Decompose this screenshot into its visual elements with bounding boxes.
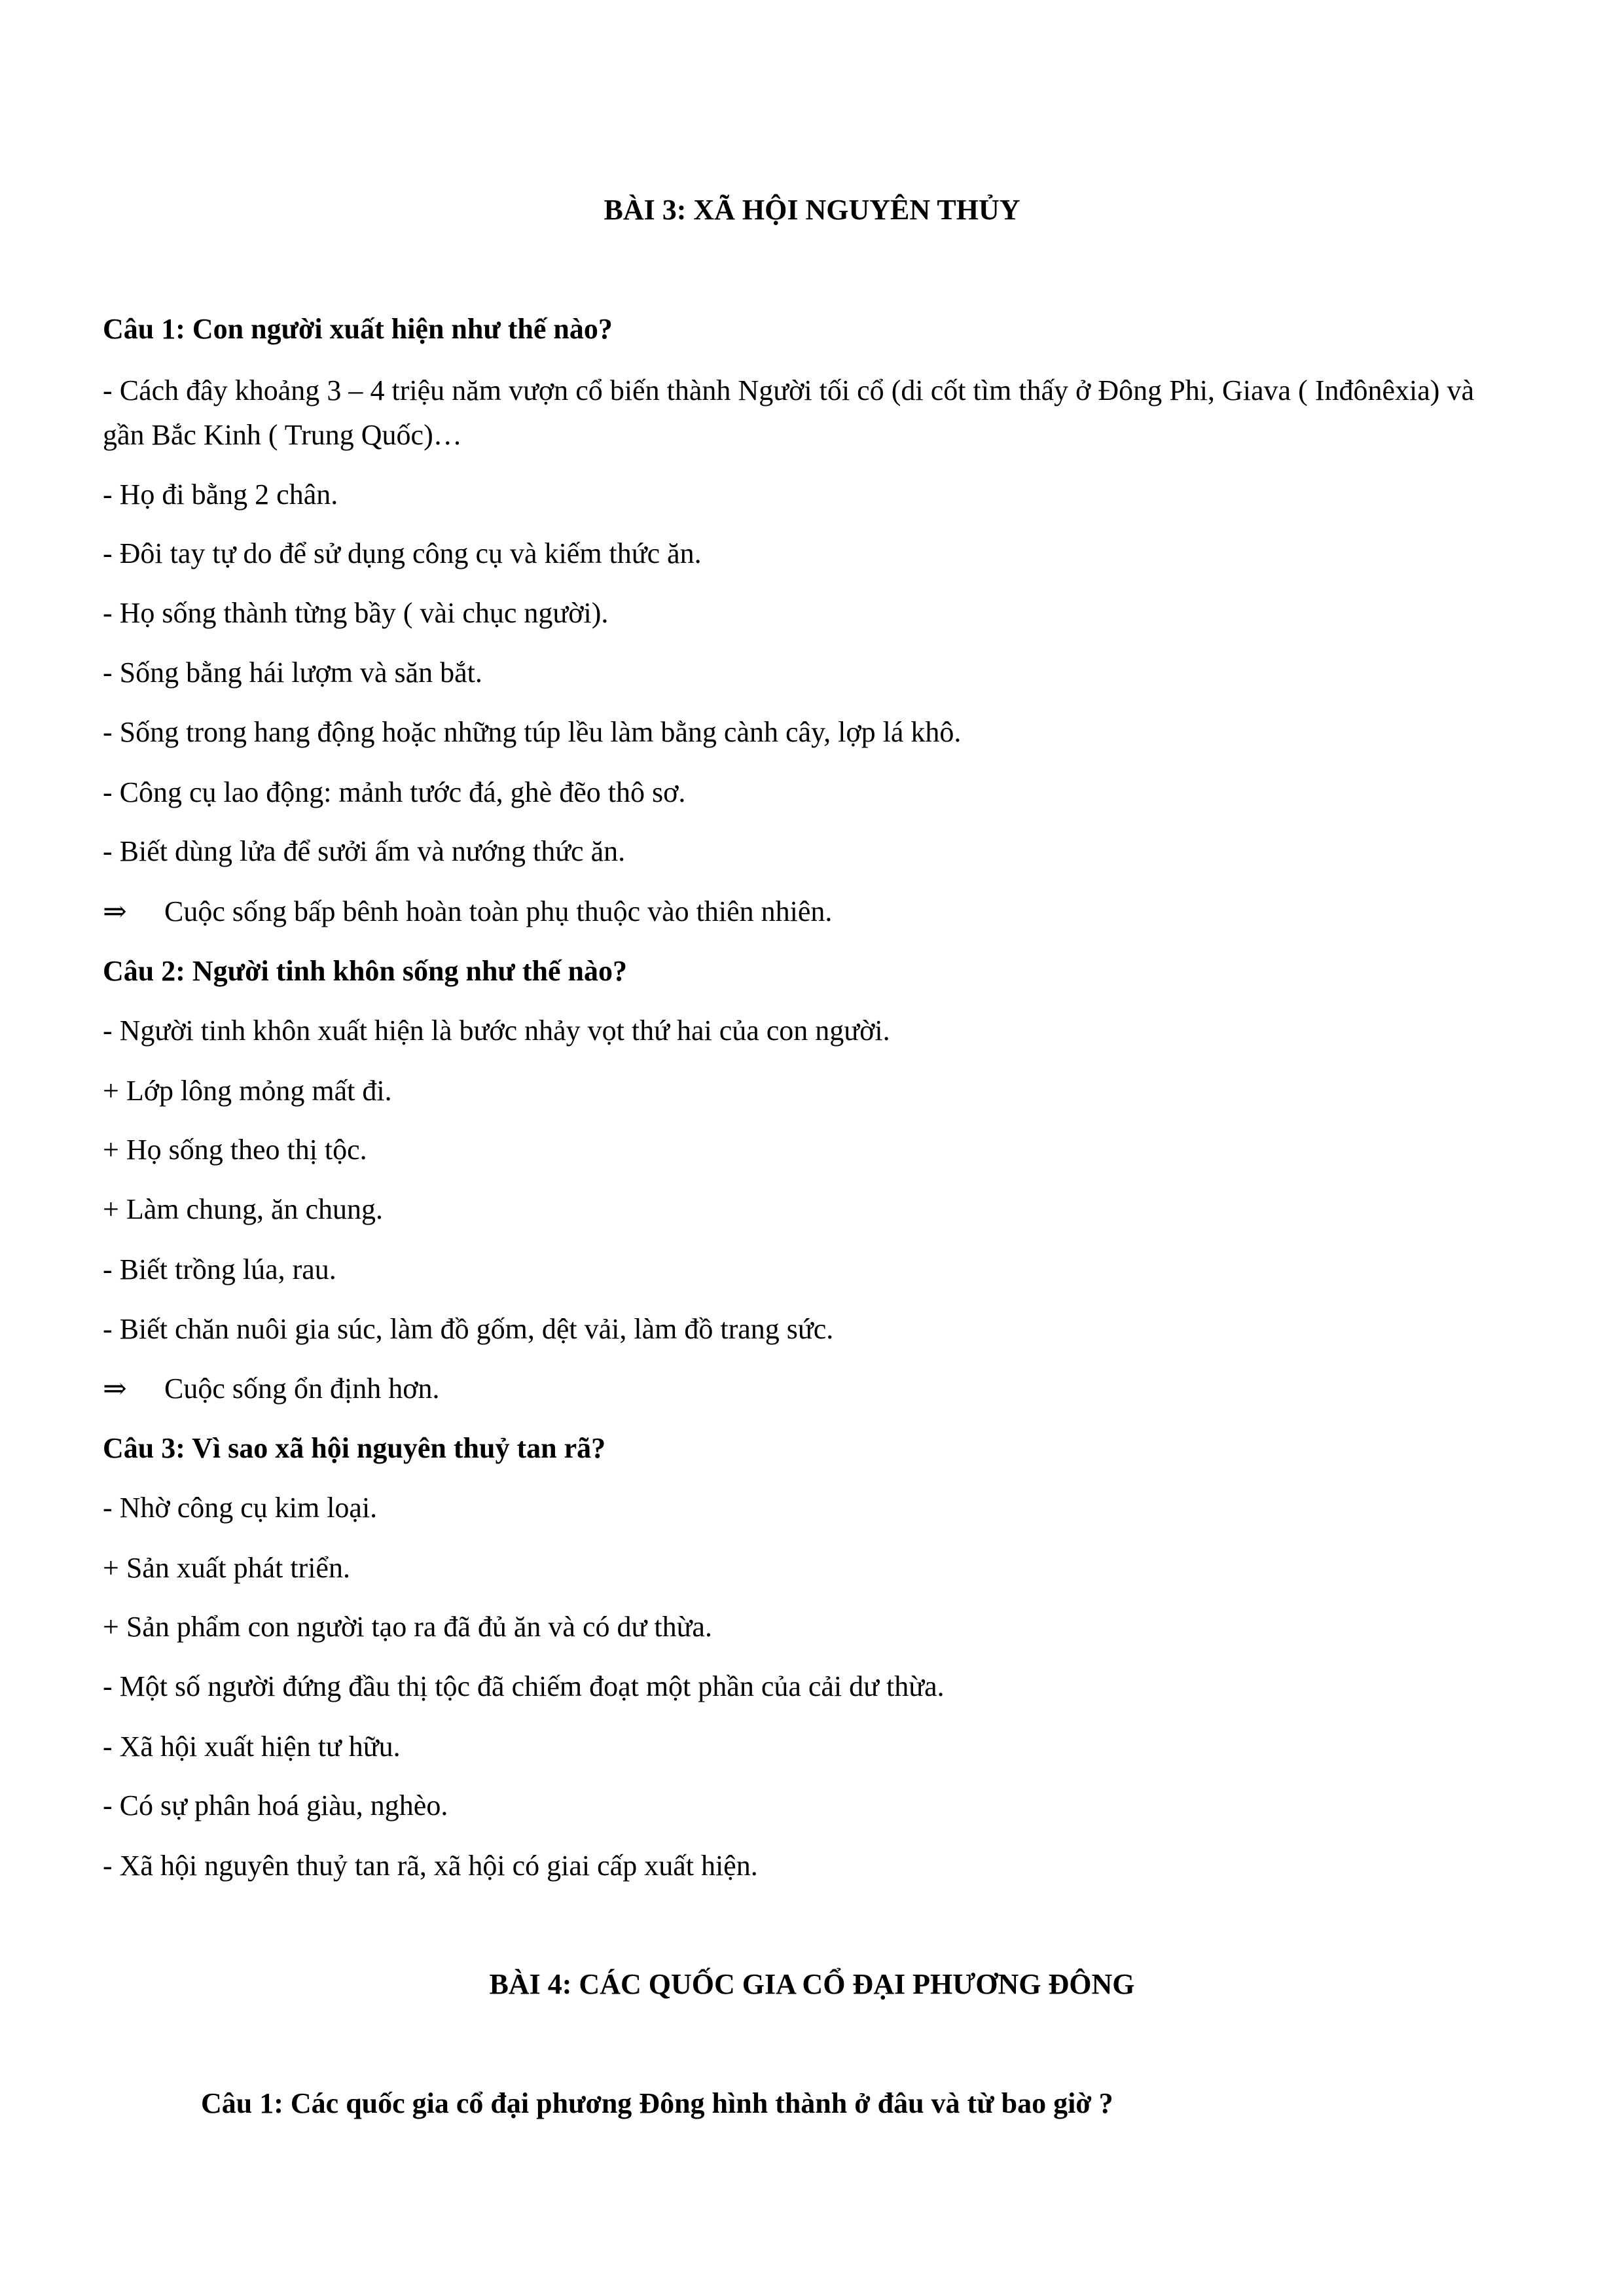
lesson3-q1-point: - Họ đi bằng 2 chân. xyxy=(103,478,338,511)
lesson3-q1-point: - Sống bằng hái lượm và săn bắt. xyxy=(103,656,482,689)
lesson3-q3-point: - Xã hội xuất hiện tư hữu. xyxy=(103,1731,401,1763)
lesson3-q2-point: + Lớp lông mỏng mất đi. xyxy=(103,1075,392,1107)
lesson3-q2-point: + Họ sống theo thị tộc. xyxy=(103,1134,367,1166)
conclusion-text: Cuộc sống bấp bênh hoàn toàn phụ thuộc vào thiên nhiên. xyxy=(164,895,833,927)
lesson3-q1-point: - Họ sống thành từng bầy ( vài chục người). xyxy=(103,597,609,629)
lesson3-q3-point: - Một số người đứng đầu thị tộc đã chiếm đoạt một phần của cải dư thừa. xyxy=(103,1670,945,1702)
lesson3-q3-point: - Có sự phân hoá giàu, nghèo. xyxy=(103,1789,448,1821)
lesson3-q3-question: Câu 3: Vì sao xã hội nguyên thuỷ tan rã? xyxy=(103,1432,606,1464)
lesson3-q1-conclusion xyxy=(103,893,832,930)
lesson3-q1-question: Câu 1: Con người xuất hiện như thế nào? xyxy=(103,313,613,345)
lesson3-q1-intro: - Cách đây khoảng 3 – 4 triệu năm vượn cổ biến thành Người tối cổ (di cốt tìm thấy ở Đông Phi, Giava ( Inđônêxia) và gần Bắc Kinh ( Trung Quốc)… xyxy=(103,374,1474,451)
lesson3-title: BÀI 3: XÃ HỘI NGUYÊN THỦY xyxy=(604,194,1020,226)
lesson3-q3-point: + Sản xuất phát triển. xyxy=(103,1552,350,1584)
implies-arrow-icon: ⇒ xyxy=(103,1372,127,1405)
lesson3-q2-point: - Biết chăn nuôi gia súc, làm đồ gốm, dệt vải, làm đồ trang sức. xyxy=(103,1313,834,1345)
lesson3-q3-point: - Nhờ công cụ kim loại. xyxy=(103,1492,378,1524)
lesson3-q2-point: + Làm chung, ăn chung. xyxy=(103,1193,384,1225)
lesson3-q2-point: - Biết trồng lúa, rau. xyxy=(103,1253,336,1285)
lesson3-q2-conclusion xyxy=(103,1371,440,1407)
lesson3-q1-point: - Đôi tay tự do để sử dụng công cụ và kiếm thức ăn. xyxy=(103,537,702,569)
conclusion-text: Cuộc sống ổn định hơn. xyxy=(164,1372,440,1405)
lesson3-q1-point: - Biết dùng lửa để sưởi ấm và nướng thức ăn. xyxy=(103,835,626,867)
lesson3-q1-point: - Công cụ lao động: mảnh tước đá, ghè đẽo thô sơ. xyxy=(103,776,686,808)
lesson3-q2-question: Câu 2: Người tinh khôn sống như thế nào? xyxy=(103,955,627,987)
lesson4-q1-question: Câu 1: Các quốc gia cổ đại phương Đông hình thành ở đâu và từ bao giờ ? xyxy=(201,2087,1113,2119)
lesson4-title: BÀI 4: CÁC QUỐC GIA CỔ ĐẠI PHƯƠNG ĐÔNG xyxy=(489,1968,1135,2000)
lesson3-q3-point: + Sản phẩm con người tạo ra đã đủ ăn và có dư thừa. xyxy=(103,1611,712,1643)
lesson3-q2-point: - Người tinh khôn xuất hiện là bước nhảy vọt thứ hai của con người. xyxy=(103,1014,890,1047)
implies-arrow-icon: ⇒ xyxy=(103,895,127,928)
lesson3-q3-point: - Xã hội nguyên thuỷ tan rã, xã hội có giai cấp xuất hiện. xyxy=(103,1850,758,1882)
lesson3-q1-point: - Sống trong hang động hoặc những túp lều làm bằng cành cây, lợp lá khô. xyxy=(103,716,962,748)
